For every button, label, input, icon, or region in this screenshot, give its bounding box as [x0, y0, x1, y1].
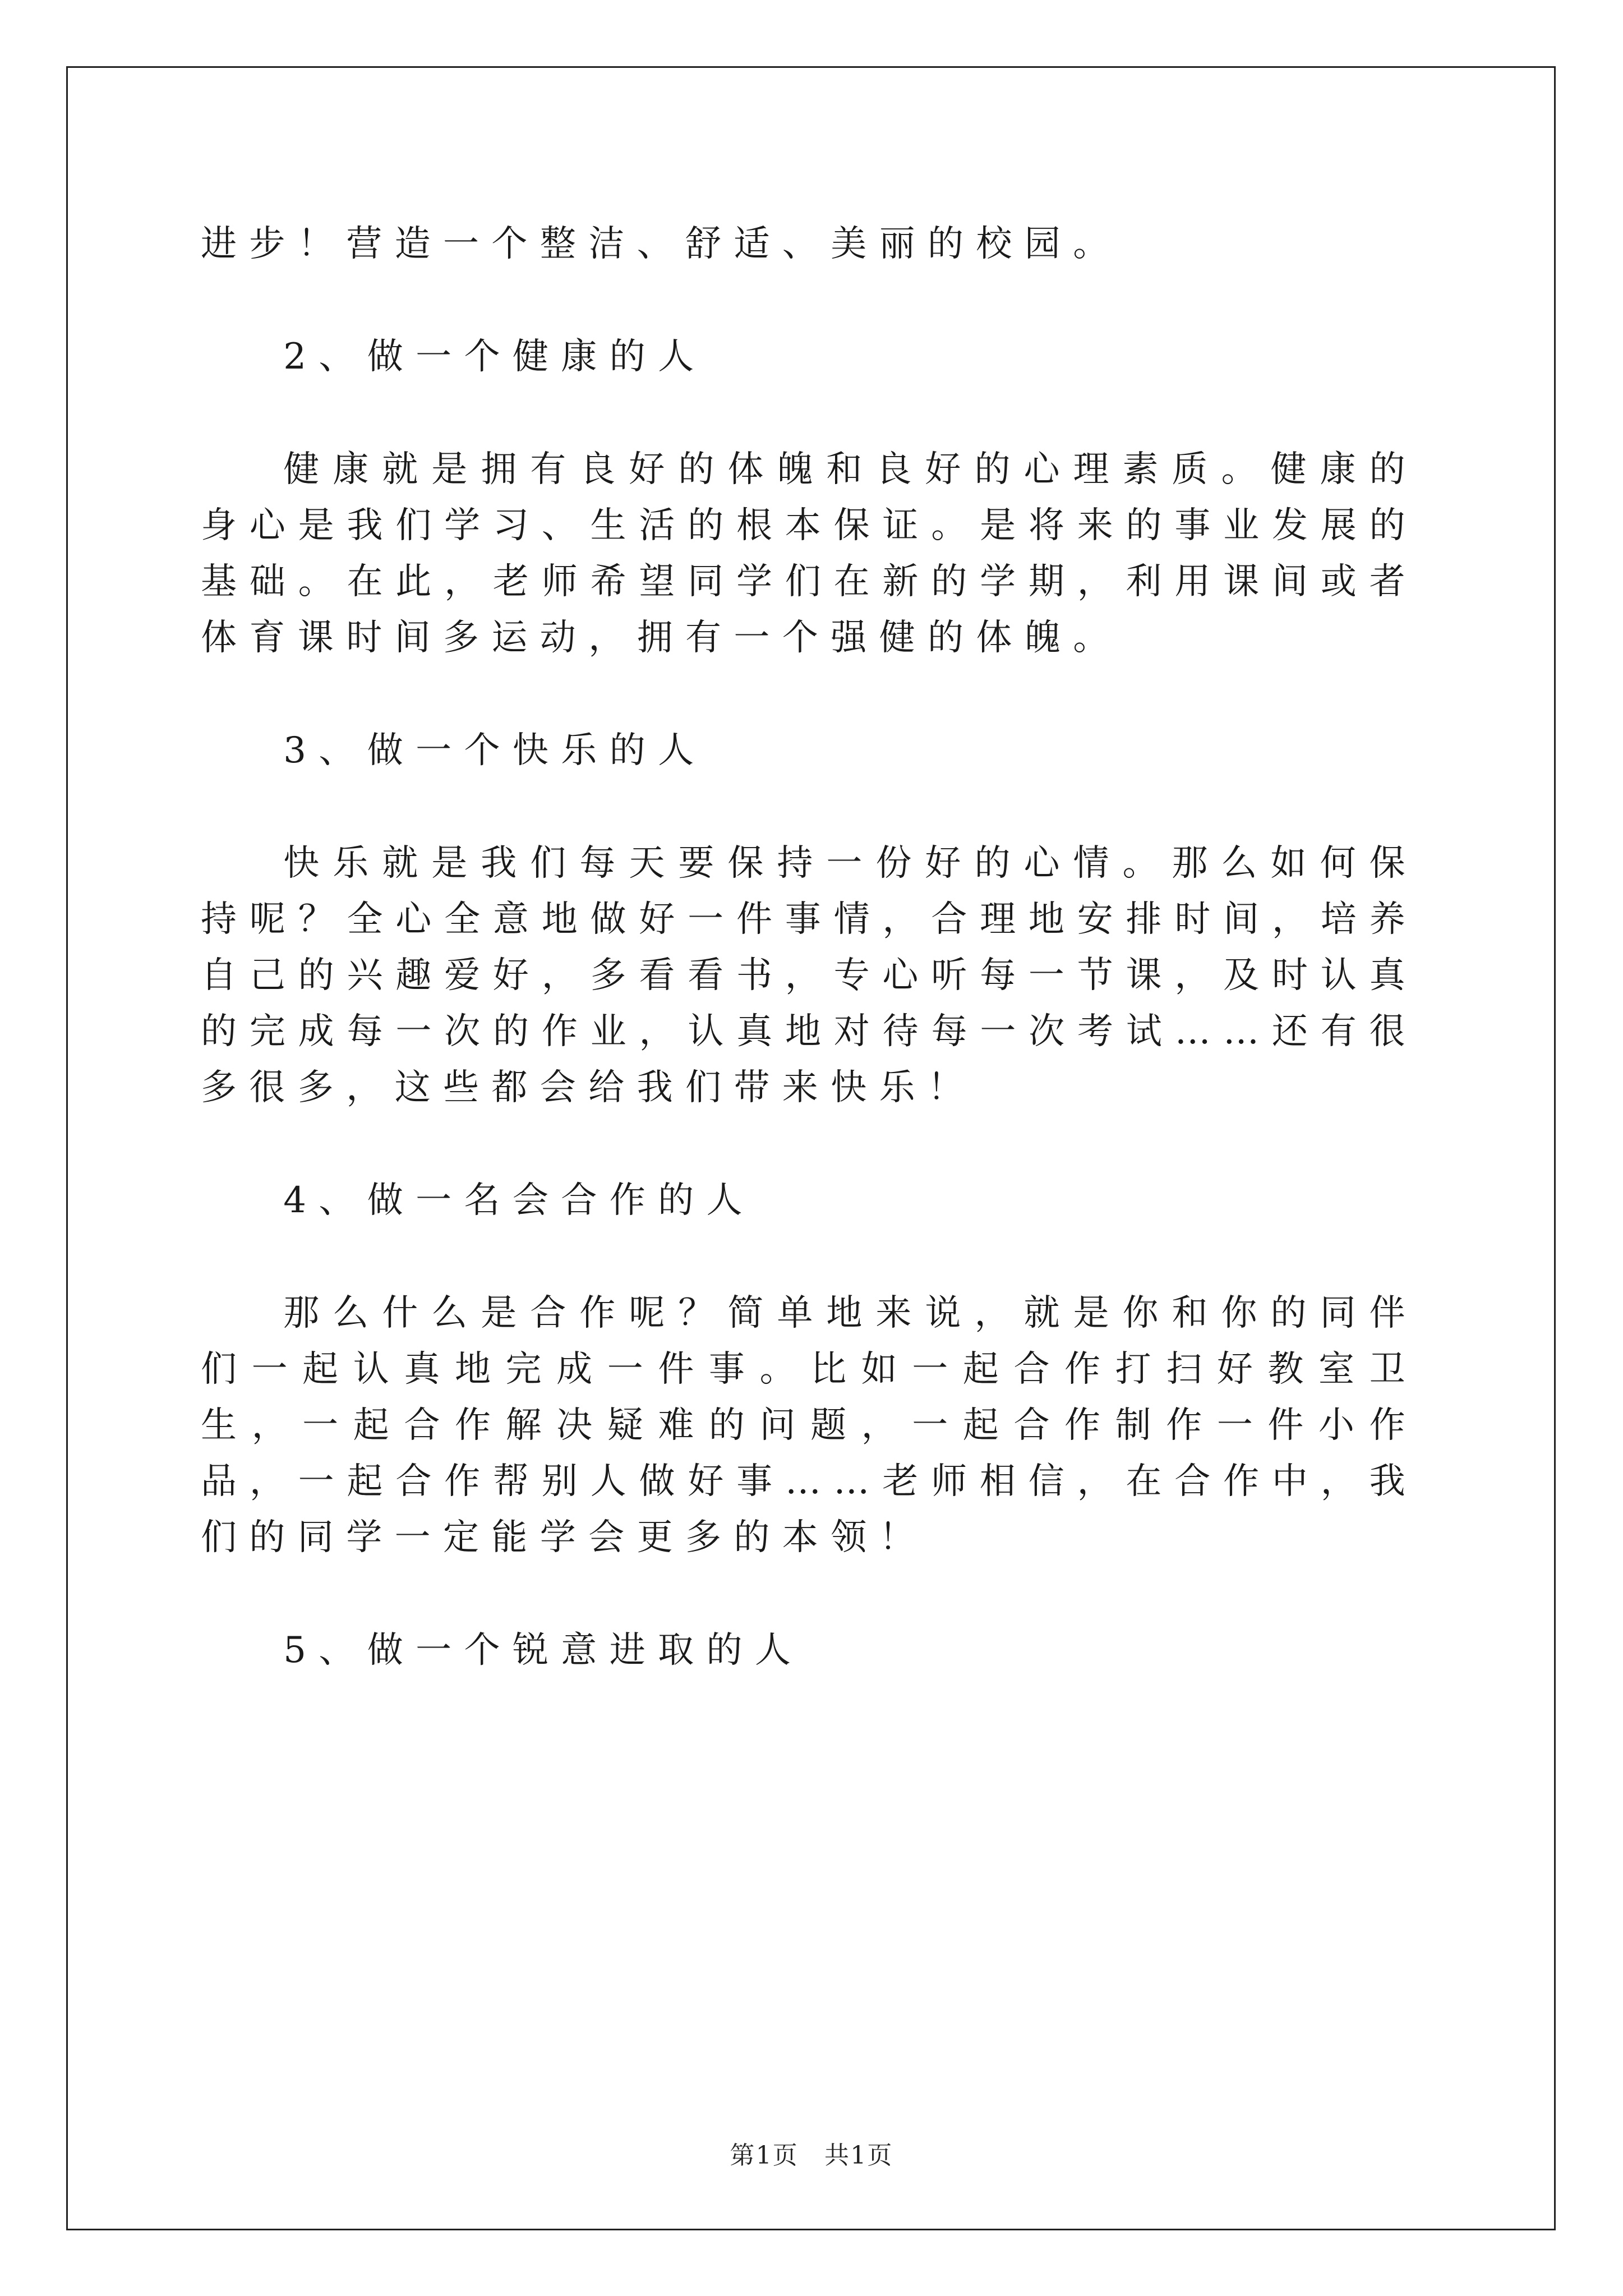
page-footer [0, 2135, 1623, 2171]
paragraph-healthy: 健康就是拥有良好的体魄和良好的心理素质。健康的身心是我们学习、生活的根本保证。是将来的事业发展的基础。在此，老师希望同学们在新的学期，利用课间或者体育课时间多运动，拥有一个强健的体魄。 [201, 449, 1418, 659]
paragraph-cooperation: 那么什么是合作呢？简单地来说，就是你和你的同伴们一起认真地完成一件事。比如一起合作打扫好教室卫生，一起合作解决疑难的问题，一起合作制作一件小作品，一起合作帮别人做好事……老师相信，在合作中，我们的同学一定能学会更多的本领！ [201, 1292, 1418, 1558]
paragraph-continuation: 进步！营造一个整洁、舒适、美丽的校园。 [201, 223, 1122, 265]
section-heading-healthy: 2、做一个健康的人 [283, 336, 707, 378]
document-body [201, 216, 1418, 1678]
page-total: 共1页 [824, 2141, 893, 2170]
section-heading-cooperation: 4、做一名会合作的人 [283, 1180, 755, 1221]
section-heading-happy: 3、做一个快乐的人 [283, 730, 707, 771]
paragraph-happy: 快乐就是我们每天要保持一份好的心情。那么如何保持呢？全心全意地做好一件事情，合理地安排时间，培养自己的兴趣爱好，多看看书，专心听每一节课，及时认真的完成每一次的作业，认真地对待每一次考试……还有很多很多，这些都会给我们带来快乐！ [201, 843, 1418, 1108]
page-number: 第1页 [730, 2141, 799, 2170]
section-heading-progress: 5、做一个锐意进取的人 [283, 1630, 804, 1671]
